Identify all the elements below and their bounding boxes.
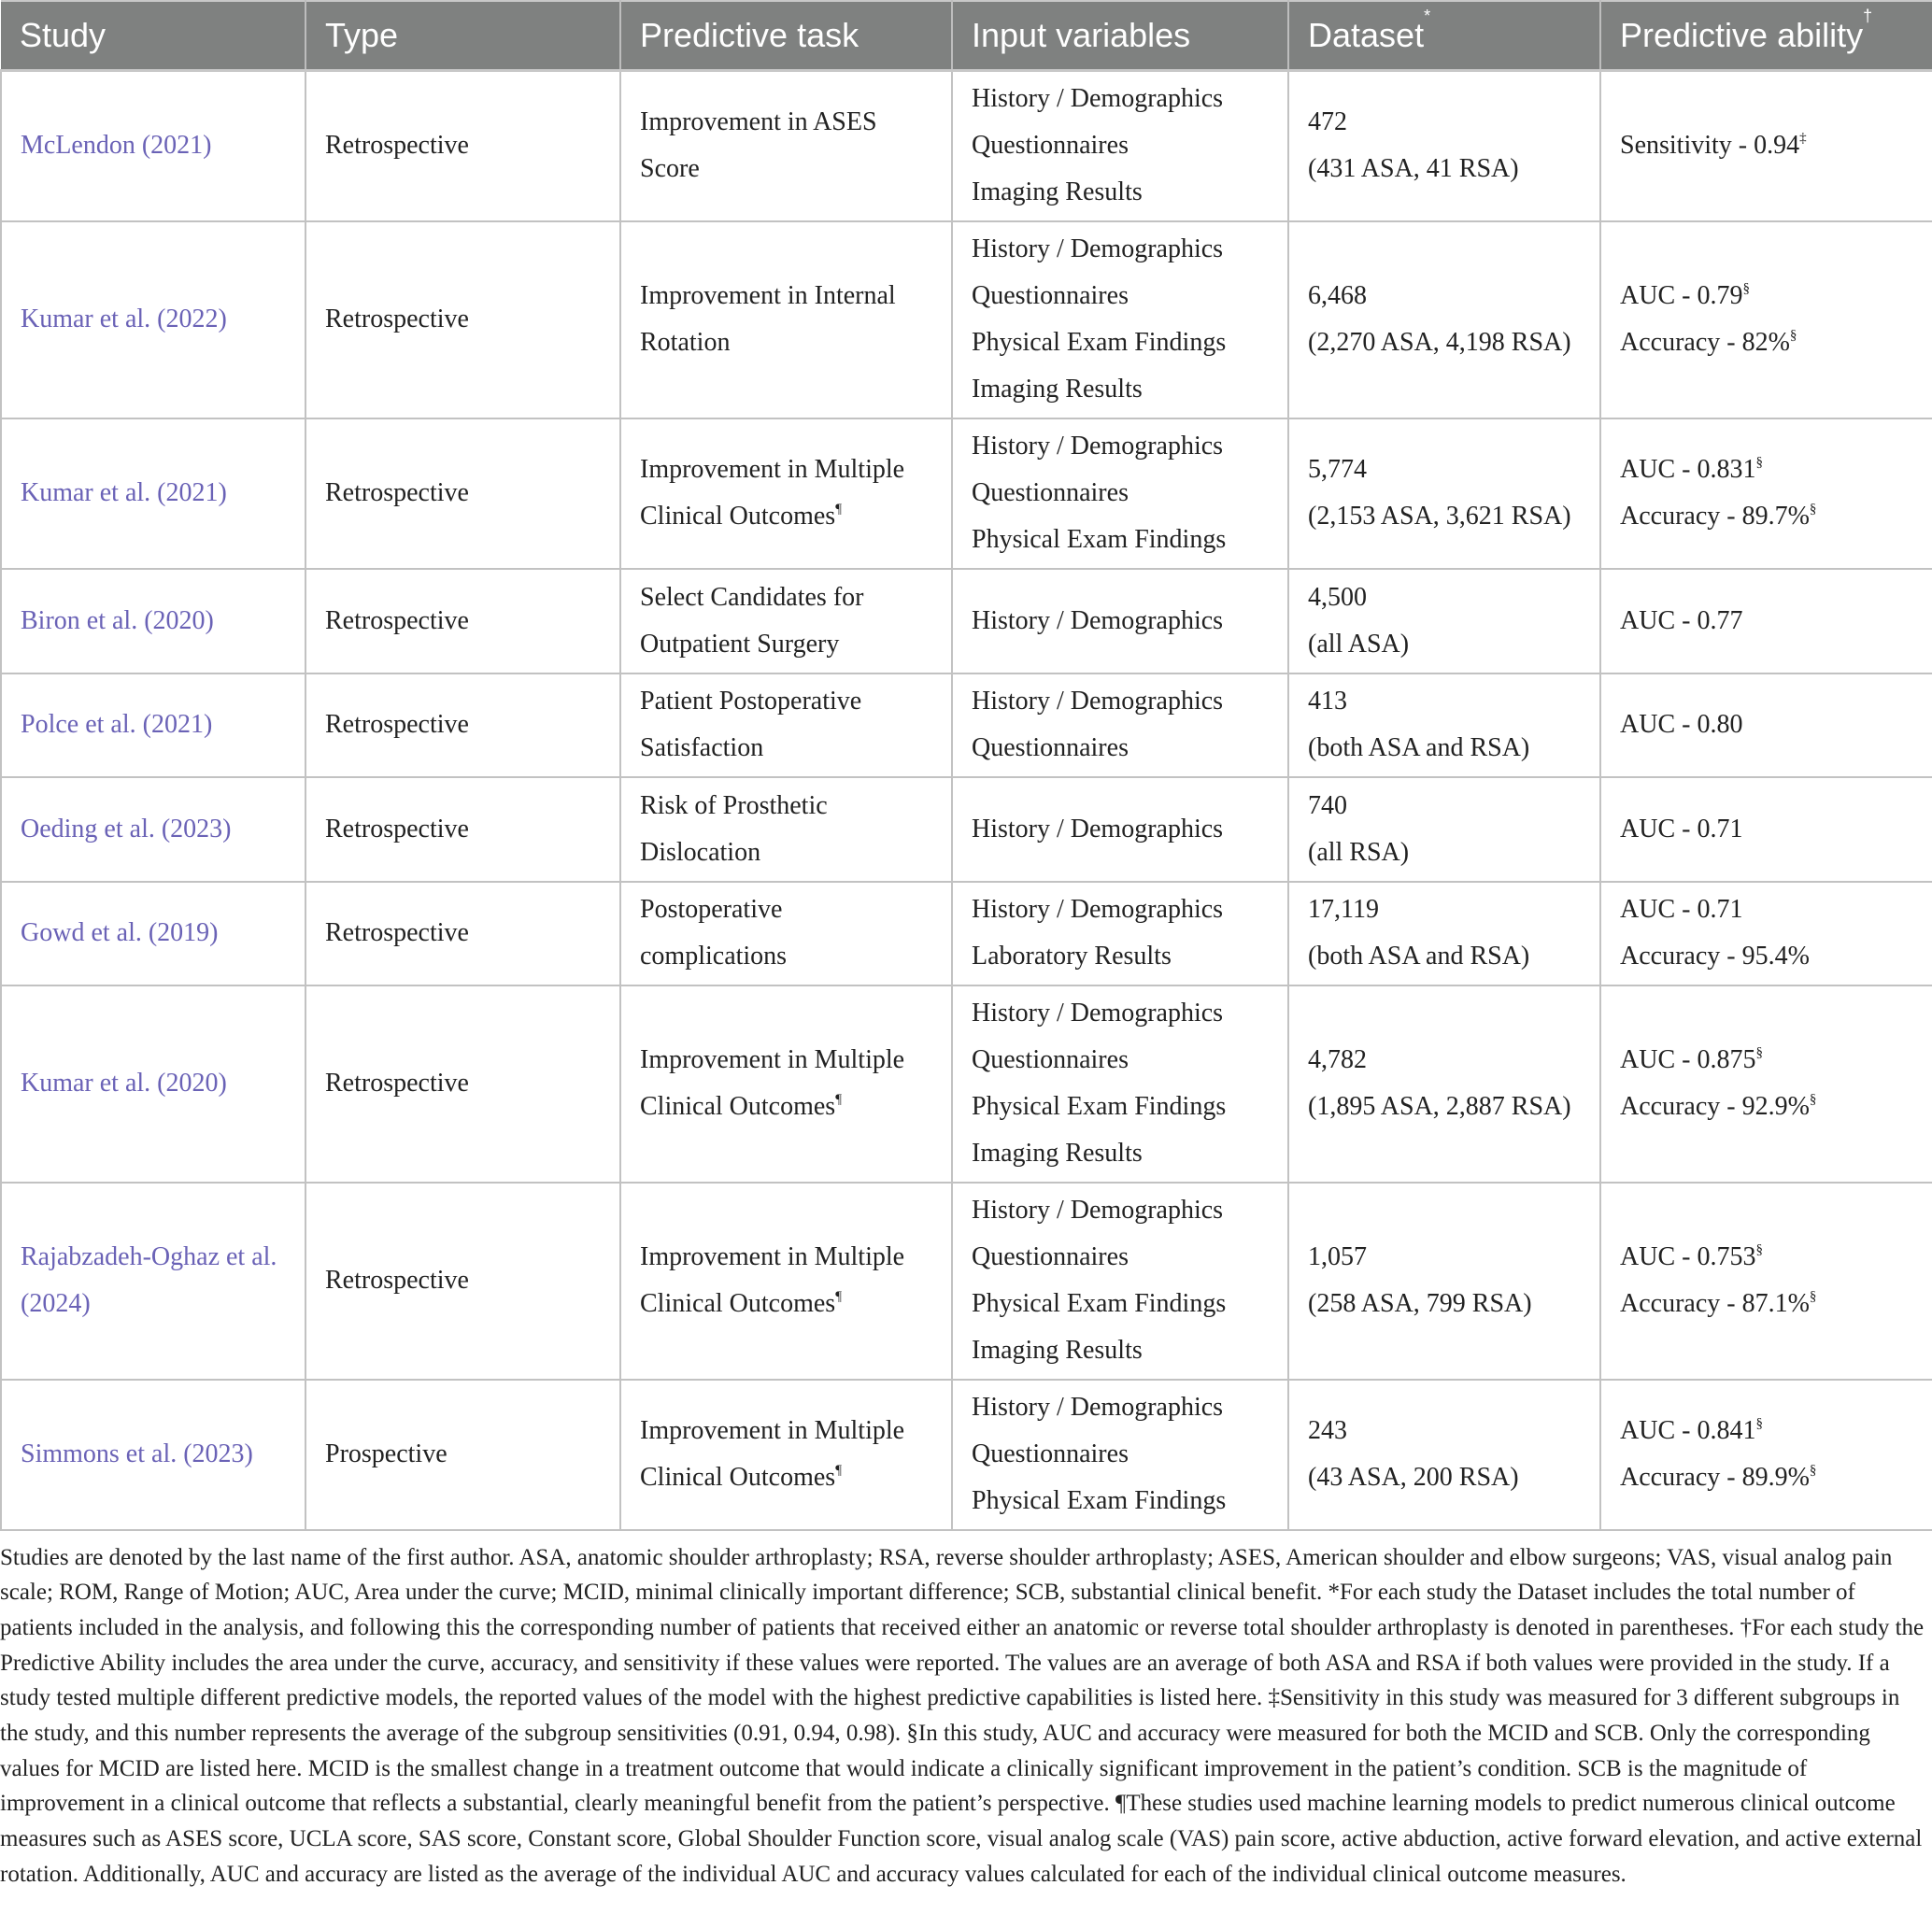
task-line (640, 1084, 932, 1130)
task-line (640, 1037, 932, 1084)
table-row (1, 569, 1932, 673)
input-variable: Imaging Results (972, 1139, 1143, 1168)
ability-text: Sensitivity - 0.94 (1620, 131, 1800, 161)
task-text: Patient Postoperative (640, 687, 862, 716)
table-row (1, 1183, 1932, 1380)
dataset (1288, 673, 1600, 777)
footnote-mark: ¶ (835, 1092, 842, 1107)
table-row (1, 71, 1932, 221)
dataset (1288, 71, 1600, 221)
predictive-ability (1600, 1183, 1932, 1380)
study-type: Prospective (305, 1380, 620, 1530)
study-link[interactable]: Biron et al. (2020) (1, 569, 305, 673)
task-text: Dislocation (640, 837, 761, 867)
dataset (1288, 1380, 1600, 1530)
task-text: complications (640, 942, 788, 971)
footnote-mark: § (1789, 328, 1797, 343)
dataset-line: (2,270 ASA, 4,198 RSA) (1308, 328, 1571, 357)
task-line (640, 146, 932, 192)
header-task: Predictive task (620, 1, 952, 71)
ability-text: Accuracy - 89.9% (1620, 1463, 1810, 1492)
ability-text: AUC - 0.875 (1620, 1045, 1756, 1074)
task-line (640, 783, 932, 829)
task-line (640, 273, 932, 319)
ability-text: AUC - 0.79 (1620, 281, 1743, 310)
header-row (1, 1, 1932, 71)
task-text: Outpatient Surgery (640, 629, 840, 659)
ability-line (1620, 886, 1913, 933)
table-row (1, 985, 1932, 1183)
task-text: Clinical Outcomes (640, 1289, 836, 1318)
task-text: Improvement in Multiple (640, 1242, 905, 1271)
task-line (640, 319, 932, 366)
input-variable: Questionnaires (972, 281, 1129, 310)
footnote-mark: § (1809, 502, 1817, 517)
ability-text: Accuracy - 92.9% (1620, 1092, 1810, 1121)
study-type: Retrospective (305, 777, 620, 882)
ability-text: AUC - 0.77 (1620, 605, 1743, 635)
dataset-line: (43 ASA, 200 RSA) (1308, 1463, 1519, 1492)
task-text: Satisfaction (640, 733, 764, 762)
predictive-task (620, 221, 952, 418)
dataset (1288, 1183, 1600, 1380)
task-text: Select Candidates for (640, 582, 864, 612)
predictive-ability (1600, 221, 1932, 418)
dataset-line: (all RSA) (1308, 837, 1410, 867)
task-line (640, 621, 932, 668)
input-variable: Physical Exam Findings (972, 1486, 1227, 1515)
task-line (640, 574, 932, 621)
task-text: Improvement in Multiple (640, 1045, 905, 1074)
header-ability (1600, 1, 1932, 71)
header-dataset (1288, 1, 1600, 71)
header-inputs: Input variables (952, 1, 1288, 71)
task-text: Clinical Outcomes (640, 502, 836, 531)
input-variables (952, 1380, 1288, 1530)
input-variables (952, 71, 1288, 221)
ability-line (1620, 1234, 1913, 1281)
footnote-mark: § (1755, 455, 1763, 470)
footnote-mark: § (1809, 1092, 1817, 1107)
ability-text: AUC - 0.71 (1620, 814, 1743, 844)
ability-text: Accuracy - 82% (1620, 328, 1790, 357)
footnote-mark: * (1424, 7, 1431, 25)
predictive-ability (1600, 673, 1932, 777)
study-type: Retrospective (305, 673, 620, 777)
dataset-line: 5,774 (1308, 455, 1367, 484)
footnote-mark: § (1742, 281, 1750, 296)
task-line (640, 886, 932, 933)
input-variables (952, 777, 1288, 882)
dataset (1288, 418, 1600, 569)
study-link[interactable]: Rajabzadeh-Oghaz et al. (2024) (1, 1183, 305, 1380)
table-row (1, 221, 1932, 418)
study-link[interactable]: Kumar et al. (2021) (1, 418, 305, 569)
footnote-mark: † (1863, 7, 1873, 25)
ability-line (1620, 122, 1913, 169)
study-link[interactable]: Kumar et al. (2020) (1, 985, 305, 1183)
ability-line (1620, 1408, 1913, 1454)
footnote-mark: § (1755, 1416, 1763, 1431)
study-link[interactable]: Polce et al. (2021) (1, 673, 305, 777)
input-variable: Physical Exam Findings (972, 1289, 1227, 1318)
task-line (640, 447, 932, 493)
predictive-task (620, 418, 952, 569)
table-row (1, 1380, 1932, 1530)
input-variables (952, 673, 1288, 777)
input-variables (952, 418, 1288, 569)
dataset-line: 17,119 (1308, 895, 1379, 924)
task-line (640, 678, 932, 725)
input-variable: History / Demographics (972, 234, 1224, 263)
input-variable: Imaging Results (972, 375, 1143, 404)
task-text: Rotation (640, 328, 731, 357)
dataset-line: 4,500 (1308, 582, 1367, 612)
task-text: Improvement in ASES (640, 107, 877, 137)
dataset-line: 243 (1308, 1416, 1347, 1445)
study-link[interactable]: Simmons et al. (2023) (1, 1380, 305, 1530)
table-row (1, 418, 1932, 569)
ability-text: Accuracy - 87.1% (1620, 1289, 1810, 1318)
predictive-task (620, 71, 952, 221)
footnote-mark: § (1755, 1045, 1763, 1060)
task-text: Improvement in Multiple (640, 1416, 905, 1445)
dataset (1288, 221, 1600, 418)
input-variable: Questionnaires (972, 478, 1129, 507)
ability-line (1620, 1281, 1913, 1327)
task-text: Improvement in Multiple (640, 455, 905, 484)
table-row (1, 777, 1932, 882)
dataset-line: 4,782 (1308, 1045, 1367, 1074)
task-line (640, 1234, 932, 1281)
ability-text: AUC - 0.831 (1620, 455, 1756, 484)
input-variable: Imaging Results (972, 177, 1143, 207)
dataset-line: (2,153 ASA, 3,621 RSA) (1308, 502, 1571, 531)
input-variables (952, 569, 1288, 673)
input-variable: Imaging Results (972, 1336, 1143, 1365)
predictive-task (620, 777, 952, 882)
ability-text: AUC - 0.80 (1620, 710, 1743, 739)
study-type: Retrospective (305, 985, 620, 1183)
dataset-line: 1,057 (1308, 1242, 1367, 1271)
dataset (1288, 882, 1600, 985)
input-variables (952, 1183, 1288, 1380)
footnote-mark: ¶ (835, 502, 842, 517)
ability-text: AUC - 0.71 (1620, 895, 1743, 924)
ability-line (1620, 933, 1913, 980)
dataset-line: (1,895 ASA, 2,887 RSA) (1308, 1092, 1571, 1121)
predictive-task (620, 882, 952, 985)
task-line (640, 725, 932, 772)
dataset (1288, 985, 1600, 1183)
study-type: Retrospective (305, 1183, 620, 1380)
dataset-line: (both ASA and RSA) (1308, 733, 1530, 762)
study-link[interactable]: Oeding et al. (2023) (1, 777, 305, 882)
input-variable: Laboratory Results (972, 942, 1172, 971)
task-line (640, 99, 932, 146)
input-variables (952, 882, 1288, 985)
ability-line (1620, 493, 1913, 540)
dataset (1288, 569, 1600, 673)
ability-text: Accuracy - 89.7% (1620, 502, 1810, 531)
predictive-ability (1600, 985, 1932, 1183)
task-text: Clinical Outcomes (640, 1463, 836, 1492)
ability-line (1620, 447, 1913, 493)
predictive-ability (1600, 418, 1932, 569)
ability-line (1620, 806, 1913, 853)
ability-text: AUC - 0.841 (1620, 1416, 1756, 1445)
ability-line (1620, 1037, 1913, 1084)
input-variable: Physical Exam Findings (972, 1092, 1227, 1121)
study-link[interactable]: Kumar et al. (2022) (1, 221, 305, 418)
study-link[interactable]: McLendon (2021) (1, 71, 305, 221)
input-variable: Physical Exam Findings (972, 328, 1227, 357)
input-variable: History / Demographics (972, 605, 1224, 635)
ability-text: AUC - 0.753 (1620, 1242, 1756, 1271)
footnote-mark: § (1809, 1463, 1817, 1478)
footnote-mark: § (1755, 1242, 1763, 1257)
predictive-task (620, 673, 952, 777)
ability-line (1620, 598, 1913, 645)
predictive-ability (1600, 1380, 1932, 1530)
input-variable: History / Demographics (972, 687, 1224, 716)
table-row (1, 673, 1932, 777)
predictive-task (620, 569, 952, 673)
study-type: Retrospective (305, 569, 620, 673)
input-variable: History / Demographics (972, 895, 1224, 924)
predictive-task (620, 985, 952, 1183)
input-variables (952, 985, 1288, 1183)
input-variable: History / Demographics (972, 1393, 1224, 1422)
input-variable: Questionnaires (972, 733, 1129, 762)
dataset-line: 472 (1308, 107, 1347, 137)
dataset-line: 6,468 (1308, 281, 1367, 310)
task-text: Clinical Outcomes (640, 1092, 836, 1121)
task-text: Postoperative (640, 895, 783, 924)
table-row (1, 882, 1932, 985)
study-type: Retrospective (305, 71, 620, 221)
task-line (640, 493, 932, 540)
task-text: Score (640, 154, 700, 184)
dataset-line: (431 ASA, 41 RSA) (1308, 154, 1519, 184)
input-variable: History / Demographics (972, 1196, 1224, 1225)
task-line (640, 829, 932, 876)
input-variables (952, 221, 1288, 418)
task-line (640, 1408, 932, 1454)
input-variable: Questionnaires (972, 1439, 1129, 1468)
dataset-line: (both ASA and RSA) (1308, 942, 1530, 971)
predictive-ability (1600, 71, 1932, 221)
dataset-line: (258 ASA, 799 RSA) (1308, 1289, 1532, 1318)
input-variable: History / Demographics (972, 84, 1224, 114)
dataset (1288, 777, 1600, 882)
study-type: Retrospective (305, 418, 620, 569)
predictive-task (620, 1380, 952, 1530)
footnote-mark: § (1809, 1289, 1817, 1304)
header-study: Study (1, 1, 305, 71)
dataset-line: 413 (1308, 687, 1347, 716)
input-variable: Questionnaires (972, 1242, 1129, 1271)
header-type: Type (305, 1, 620, 71)
table-footnote: Studies are denoted by the last name of the first author. ASA, anatomic shoulder arthroplasty; RSA, reverse shoulder arthroplasty; ASES, American shoulder and elbow surgeons; VAS, visual analog pain scale; ROM, Range of Motion; AUC, Area under the curve; MCID, minimal clinically important difference; SCB, substantial clinical benefit. *For each study the Dataset includes the total number of patients included in the analysis, and following this the corresponding number of patients that received either an anatomic or reverse total shoulder arthroplasty is denoted in parentheses. †For each study the Predictive Ability includes the area under the curve, accuracy, and sensitivity if these values were reported. The values are an average of both ASA and RSA if both values were provided in the study. If a study tested multiple different predictive models, the reported values of the model with the highest predictive capabilities is listed here. ‡Sensitivity in this study was measured for 3 different subgroups in the study, and this number represents the average of the subgroup sensitivities (0.91, 0.94, 0.98). §In this study, AUC and accuracy were measured for both the MCID and SCB. Only the corresponding values for MCID are listed here. MCID is the smallest change in a treatment outcome that would indicate a clinically significant improvement in the patient’s condition. SCB is the magnitude of improvement in a clinical outcome that reflects a substantial, clearly meaningful benefit from the patient’s perspective. ¶These studies used machine learning models to predict numerous clinical outcome measures such as ASES score, UCLA score, SAS score, Constant score, Global Shoulder Function score, visual analog scale (VAS) pain score, active abduction, active forward elevation, and active external rotation. Additionally, AUC and accuracy are listed as the average of the individual AUC and accuracy values calculated for each of the individual clinical outcome measures. (0, 1544, 1925, 1887)
input-variable: Physical Exam Findings (972, 525, 1227, 554)
task-line (640, 1454, 932, 1501)
ability-line (1620, 1084, 1913, 1130)
ability-line (1620, 702, 1913, 748)
input-variable: History / Demographics (972, 999, 1224, 1028)
predictive-ability (1600, 777, 1932, 882)
predictive-ability (1600, 882, 1932, 985)
study-link[interactable]: Gowd et al. (2019) (1, 882, 305, 985)
study-type: Retrospective (305, 221, 620, 418)
footnote-mark: ¶ (835, 1289, 842, 1304)
header-dataset-label: Dataset (1308, 16, 1425, 54)
task-line (640, 1281, 932, 1327)
header-ability-label: Predictive ability (1620, 16, 1864, 54)
predictive-task (620, 1183, 952, 1380)
input-variable: Questionnaires (972, 1045, 1129, 1074)
footnote-mark: ¶ (835, 1463, 842, 1478)
input-variable: History / Demographics (972, 432, 1224, 461)
task-line (640, 933, 932, 980)
dataset-line: (all ASA) (1308, 629, 1410, 659)
dataset-line: 740 (1308, 790, 1347, 820)
footnote-mark: ‡ (1799, 131, 1807, 147)
task-text: Risk of Prosthetic (640, 790, 828, 820)
ability-line (1620, 1454, 1913, 1501)
input-variable: Questionnaires (972, 131, 1129, 161)
task-text: Improvement in Internal (640, 281, 896, 310)
study-type: Retrospective (305, 882, 620, 985)
predictive-ability (1600, 569, 1932, 673)
ability-line (1620, 319, 1913, 366)
ability-line (1620, 273, 1913, 319)
ability-text: Accuracy - 95.4% (1620, 942, 1810, 971)
input-variable: History / Demographics (972, 814, 1224, 844)
